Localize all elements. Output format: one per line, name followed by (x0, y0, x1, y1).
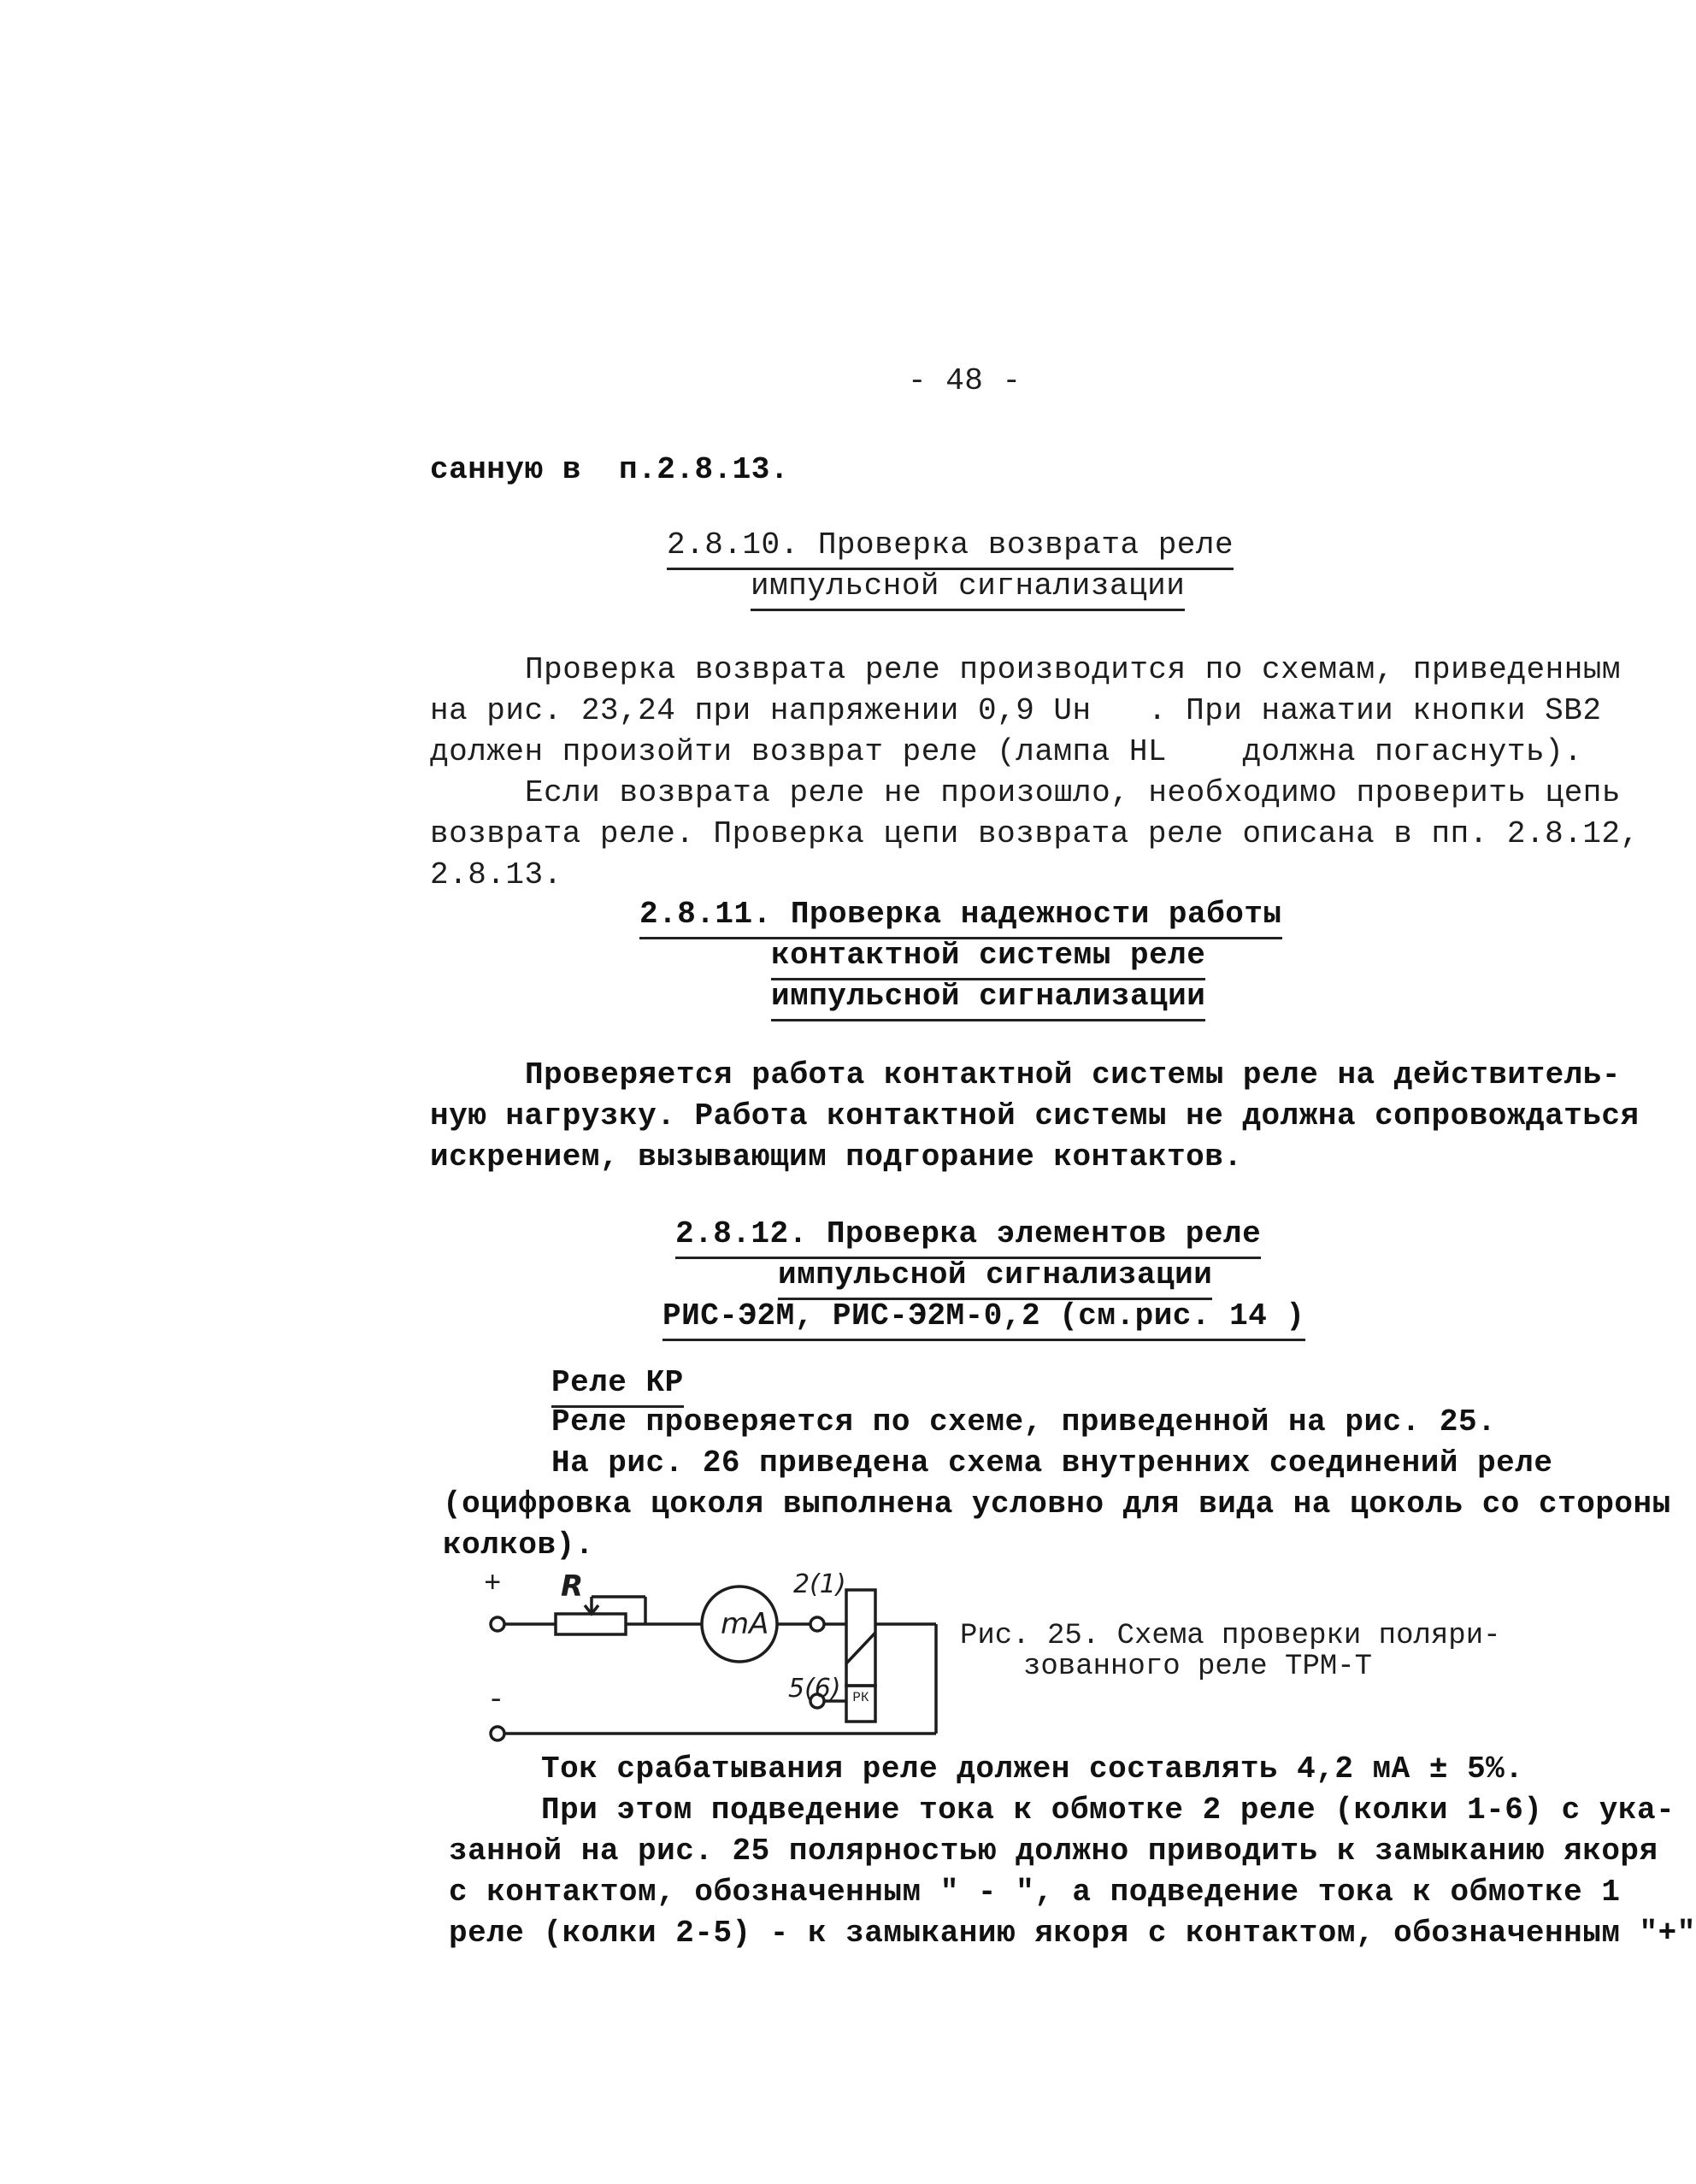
label-ma: mA (721, 1607, 769, 1641)
figure-caption-line-2: зованного реле ТРМ-Т (1023, 1651, 1373, 1683)
section-2-8-11-title-line-2: контактной системы реле (771, 937, 1205, 980)
label-terminal-top: 2(1) (793, 1569, 846, 1599)
label-minus: - (487, 1685, 505, 1717)
paragraph-line: ную нагрузку. Работа контактной системы не должна сопровождаться (430, 1098, 1640, 1133)
paragraph-line: искрением, вызывающим подгорание контактов. (430, 1139, 1243, 1174)
section-2-8-12-title-line-3: РИС-Э2М, РИС-Э2М-0,2 (см.рис. 14 ) (662, 1298, 1305, 1341)
paragraph-line: реле (колки 2-5) - к замыканию якоря с контактом, обозначенным "+" (449, 1916, 1696, 1951)
paragraph-line: на рис. 23,24 при напряжении 0,9 Uн . При нажатии кнопки SB2 (430, 693, 1602, 728)
label-r: R (561, 1569, 584, 1604)
paragraph-line: (оцифровка цоколя выполнена условно для вида на цоколь со стороны (443, 1486, 1671, 1522)
label-plus: + (484, 1569, 502, 1601)
label-terminal-bottom: 5(6) (788, 1674, 841, 1704)
paragraph-line: колков). (443, 1528, 594, 1563)
paragraph-line: При этом подведение тока к обмотке 2 реле (колки 1-6) с ука- (541, 1793, 1675, 1828)
relay-kr-heading: Реле КР (551, 1364, 684, 1408)
paragraph-line: занной на рис. 25 полярностью должно приводить к замыканию якоря (449, 1834, 1658, 1869)
paragraph-line: с контактом, обозначенным " - ", а подведение тока к обмотке 1 (449, 1875, 1621, 1910)
paragraph-line: должен произойти возврат реле (лампа HL должна погаснуть). (430, 734, 1583, 769)
paragraph-line: Ток срабатывания реле должен составлять 4,2 мА ± 5%. (541, 1751, 1524, 1787)
figure-caption-line-1: Рис. 25. Схема проверки поляри- (960, 1620, 1501, 1652)
section-2-8-10-title-line-1: 2.8.10. Проверка возврата реле (667, 527, 1234, 570)
section-2-8-10-title-line-2: импульсной сигнализации (751, 568, 1185, 611)
section-2-8-11-title-line-3: импульсной сигнализации (771, 978, 1205, 1021)
section-2-8-11-title-line-1: 2.8.11. Проверка надежности работы (639, 896, 1282, 939)
paragraph-line: Если возврата реле не произошло, необходимо проверить цепь (525, 775, 1622, 810)
label-relay: РК (852, 1690, 869, 1705)
section-2-8-12-title-line-2: импульсной сигнализации (778, 1257, 1212, 1300)
paragraph-line: Проверяется работа контактной системы реле на действитель- (525, 1057, 1622, 1092)
page-number: - 48 - (908, 363, 1022, 398)
paragraph-line: возврата реле. Проверка цепи возврата реле описана в пп. 2.8.12, (430, 816, 1640, 851)
intro-line: санную в п.2.8.13. (430, 452, 789, 487)
section-2-8-12-title-line-1: 2.8.12. Проверка элементов реле (675, 1216, 1261, 1259)
paragraph-line: Реле проверяется по схеме, приведенной на рис. 25. (551, 1404, 1497, 1439)
paragraph-line: Проверка возврата реле производится по схемам, приведенным (525, 652, 1622, 687)
paragraph-line: На рис. 26 приведена схема внутренних соединений реле (551, 1445, 1553, 1481)
paragraph-line: 2.8.13. (430, 857, 562, 892)
